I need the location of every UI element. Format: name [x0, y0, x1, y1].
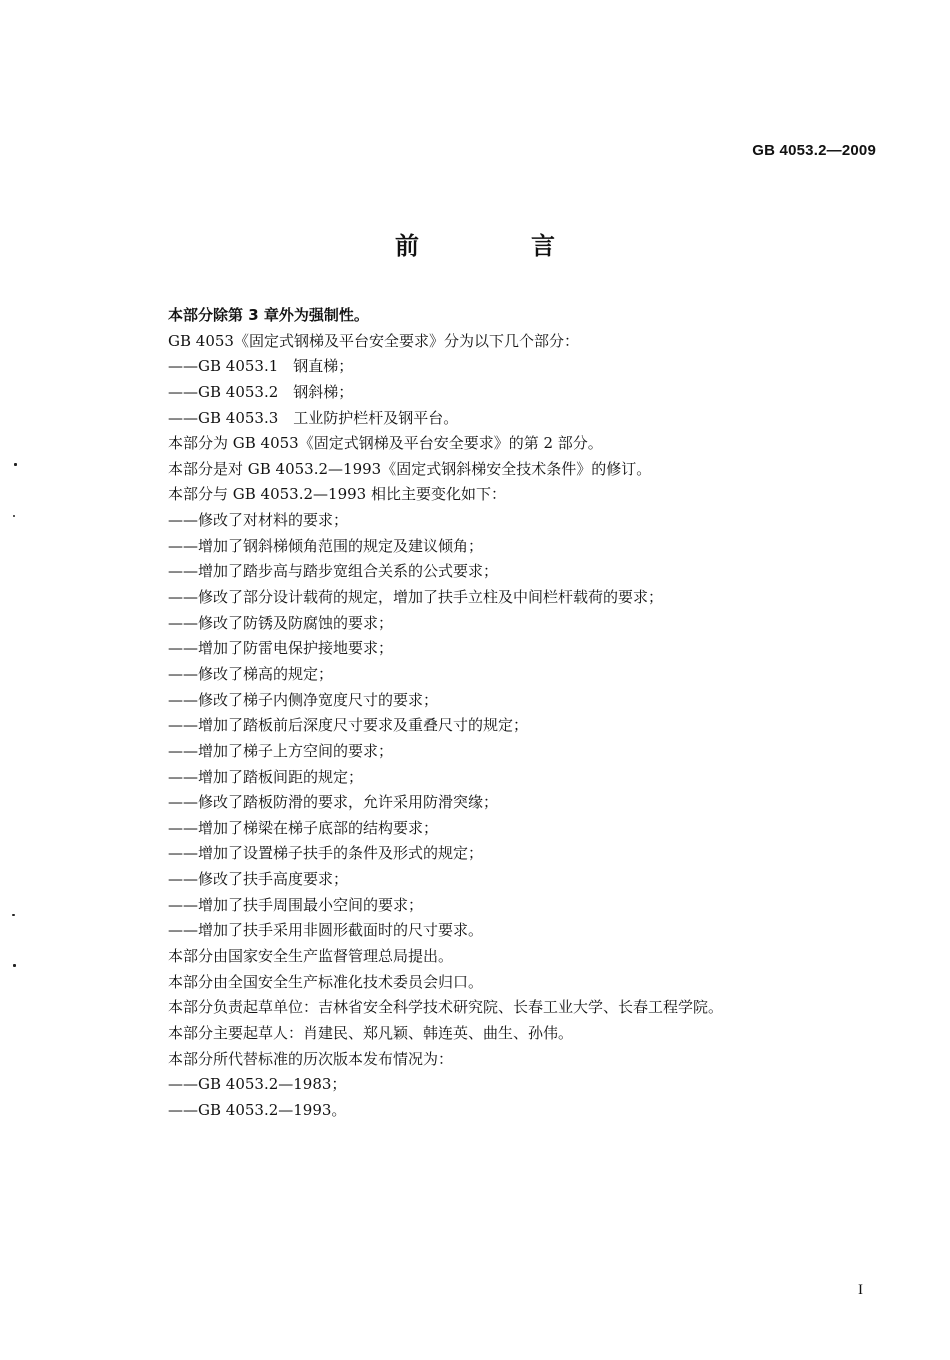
list-item: ——修改了部分设计载荷的规定，增加了扶手立柱及中间栏杆载荷的要求；: [168, 588, 664, 607]
list-item: ——修改了梯子内侧净宽度尺寸的要求；: [168, 690, 439, 709]
list-item: ——修改了梯高的规定；: [168, 664, 334, 683]
list-item: ——增加了梯子上方空间的要求；: [168, 741, 394, 760]
paragraph-line: GB 4053《固定式钢梯及平台安全要求》分为以下几个部分：: [168, 331, 579, 350]
scan-speck: [13, 515, 15, 517]
list-item: ——增加了设置梯子扶手的条件及形式的规定；: [168, 844, 484, 863]
paragraph-line: 本部分主要起草人：肖建民、郑凡颖、韩连英、曲生、孙伟。: [168, 1023, 574, 1042]
list-item: ——增加了钢斜梯倾角范围的规定及建议倾角；: [168, 536, 484, 555]
list-item: ——GB 4053.3 工业防护栏杆及钢平台。: [168, 408, 459, 427]
mandatory-statement: 本部分除第 3 章外为强制性。: [168, 306, 369, 324]
list-item: ——修改了扶手高度要求；: [168, 870, 349, 889]
list-item: ——GB 4053.1 钢直梯；: [168, 357, 354, 376]
list-item: ——增加了扶手采用非圆形截面时的尺寸要求。: [168, 921, 484, 940]
list-item: ——修改了防锈及防腐蚀的要求；: [168, 613, 394, 632]
list-item: ——增加了扶手周围最小空间的要求；: [168, 895, 424, 914]
list-item: ——修改了踏板防滑的要求，允许采用防滑突缘；: [168, 793, 499, 812]
list-item: ——增加了踏板前后深度尺寸要求及重叠尺寸的规定；: [168, 716, 529, 735]
list-item: ——增加了踏板间距的规定；: [168, 767, 364, 786]
page-title: 前 言: [395, 232, 599, 260]
scan-speck: [12, 914, 15, 916]
standard-code: GB 4053.2—2009: [752, 142, 876, 159]
list-item: ——GB 4053.2—1993。: [168, 1100, 347, 1119]
document-body: [168, 303, 888, 1124]
paragraph-line: 本部分所代替标准的历次版本发布情况为：: [168, 1049, 454, 1068]
paragraph-line: 本部分为 GB 4053《固定式钢梯及平台安全要求》的第 2 部分。: [168, 434, 603, 453]
page-number: I: [858, 1282, 863, 1298]
paragraph-line: 本部分由国家安全生产监督管理总局提出。: [168, 947, 454, 966]
list-item: ——增加了踏步高与踏步宽组合关系的公式要求；: [168, 562, 499, 581]
list-item: ——增加了防雷电保护接地要求；: [168, 639, 394, 658]
list-item: ——GB 4053.2 钢斜梯；: [168, 382, 354, 401]
paragraph-line: 本部分由全国安全生产标准化技术委员会归口。: [168, 972, 484, 991]
paragraph-line: 本部分是对 GB 4053.2—1993《固定式钢斜梯安全技术条件》的修订。: [168, 459, 652, 478]
scan-speck: [14, 463, 17, 466]
list-item: ——修改了对材料的要求；: [168, 511, 349, 530]
paragraph-line: 本部分与 GB 4053.2—1993 相比主要变化如下：: [168, 485, 506, 504]
paragraph-line: 本部分负责起草单位：吉林省安全科学技术研究院、长春工业大学、长春工程学院。: [168, 998, 724, 1017]
list-item: ——GB 4053.2—1983；: [168, 1075, 347, 1094]
list-item: ——增加了梯梁在梯子底部的结构要求；: [168, 818, 439, 837]
scan-speck: [13, 964, 16, 967]
